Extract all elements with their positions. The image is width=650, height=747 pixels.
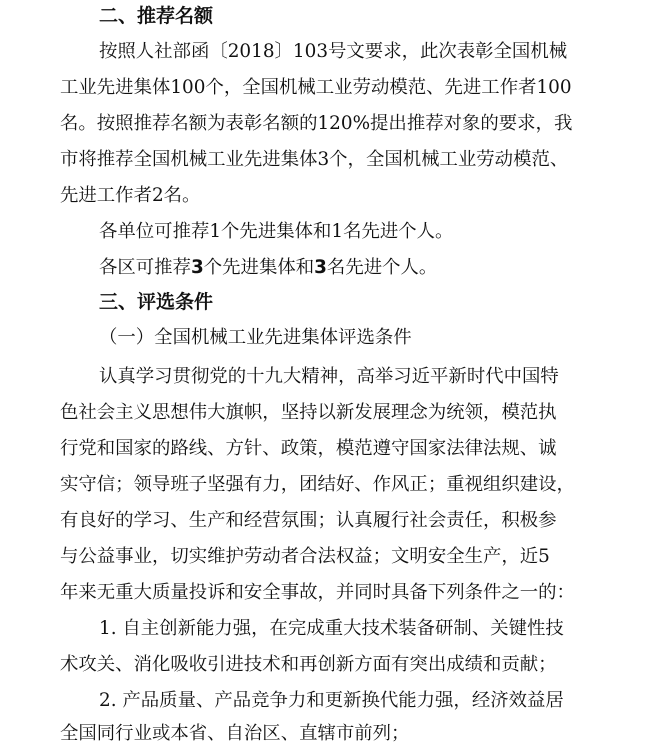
subsection-heading: （一）全国机械工业先进集体评选条件: [99, 327, 412, 348]
para-line: 认真学习贯彻党的十九大精神，高举习近平新时代中国特: [99, 366, 559, 387]
section-heading-criteria: 三、评选条件: [99, 291, 214, 313]
para-line: 行党和国家的路线、方针、政策，模范遵守国家法律法规、诚: [60, 438, 557, 459]
number: 3: [190, 257, 204, 278]
para-line: 先进工作者2名。: [60, 185, 201, 206]
para-line: [99, 40, 581, 64]
para-district-quota: [99, 256, 437, 280]
section-heading-recommend-quota: 二、推荐名额: [99, 5, 214, 27]
para-unit-quota: 各单位可推荐1个先进集体和1名先进个人。: [99, 221, 454, 242]
para-text: 按照人社部函〔2018〕103号文要求，此次表彰全国机械: [99, 41, 568, 62]
para-line: 工业先进集体100个，全国机械工业劳动模范、先进工作者100: [60, 77, 572, 98]
text: 名先进个人。: [326, 257, 438, 278]
list-item-2-line: 2. 产品质量、产品竞争力和更新换代能力强，经济效益居: [99, 690, 564, 711]
list-item-1-line: 1. 自主创新能力强，在完成重大技术装备研制、关键性技: [99, 618, 564, 639]
para-line: 与公益事业，切实维护劳动者合法权益；文明安全生产，近5: [60, 546, 550, 567]
para-line: 有良好的学习、生产和经营氛围；认真履行社会责任，积极参: [60, 510, 557, 531]
list-item-2-line: 全国同行业或本省、自治区、直辖市前列；: [60, 723, 410, 744]
para-line: 年来无重大质量投诉和安全事故，并同时具备下列条件之一的：: [60, 582, 575, 603]
list-item-1-line: 术攻关、消化吸收引进技术和再创新方面有突出成绩和贡献；: [60, 654, 557, 675]
para-line: 名。按照推荐名额为表彰名额的120%提出推荐对象的要求，我: [60, 113, 573, 134]
text: 个先进集体和: [203, 257, 315, 278]
para-line: 色社会主义思想伟大旗帜，坚持以新发展理念为统领，模范执: [60, 402, 557, 423]
number: 3: [314, 257, 327, 278]
text: 各区可推荐: [99, 257, 191, 278]
para-line: 实守信；领导班子坚强有力，团结好、作风正；重视组织建设，: [60, 474, 575, 495]
para-line: 市将推荐全国机械工业先进集体3个，全国机械工业劳动模范、: [60, 149, 569, 170]
